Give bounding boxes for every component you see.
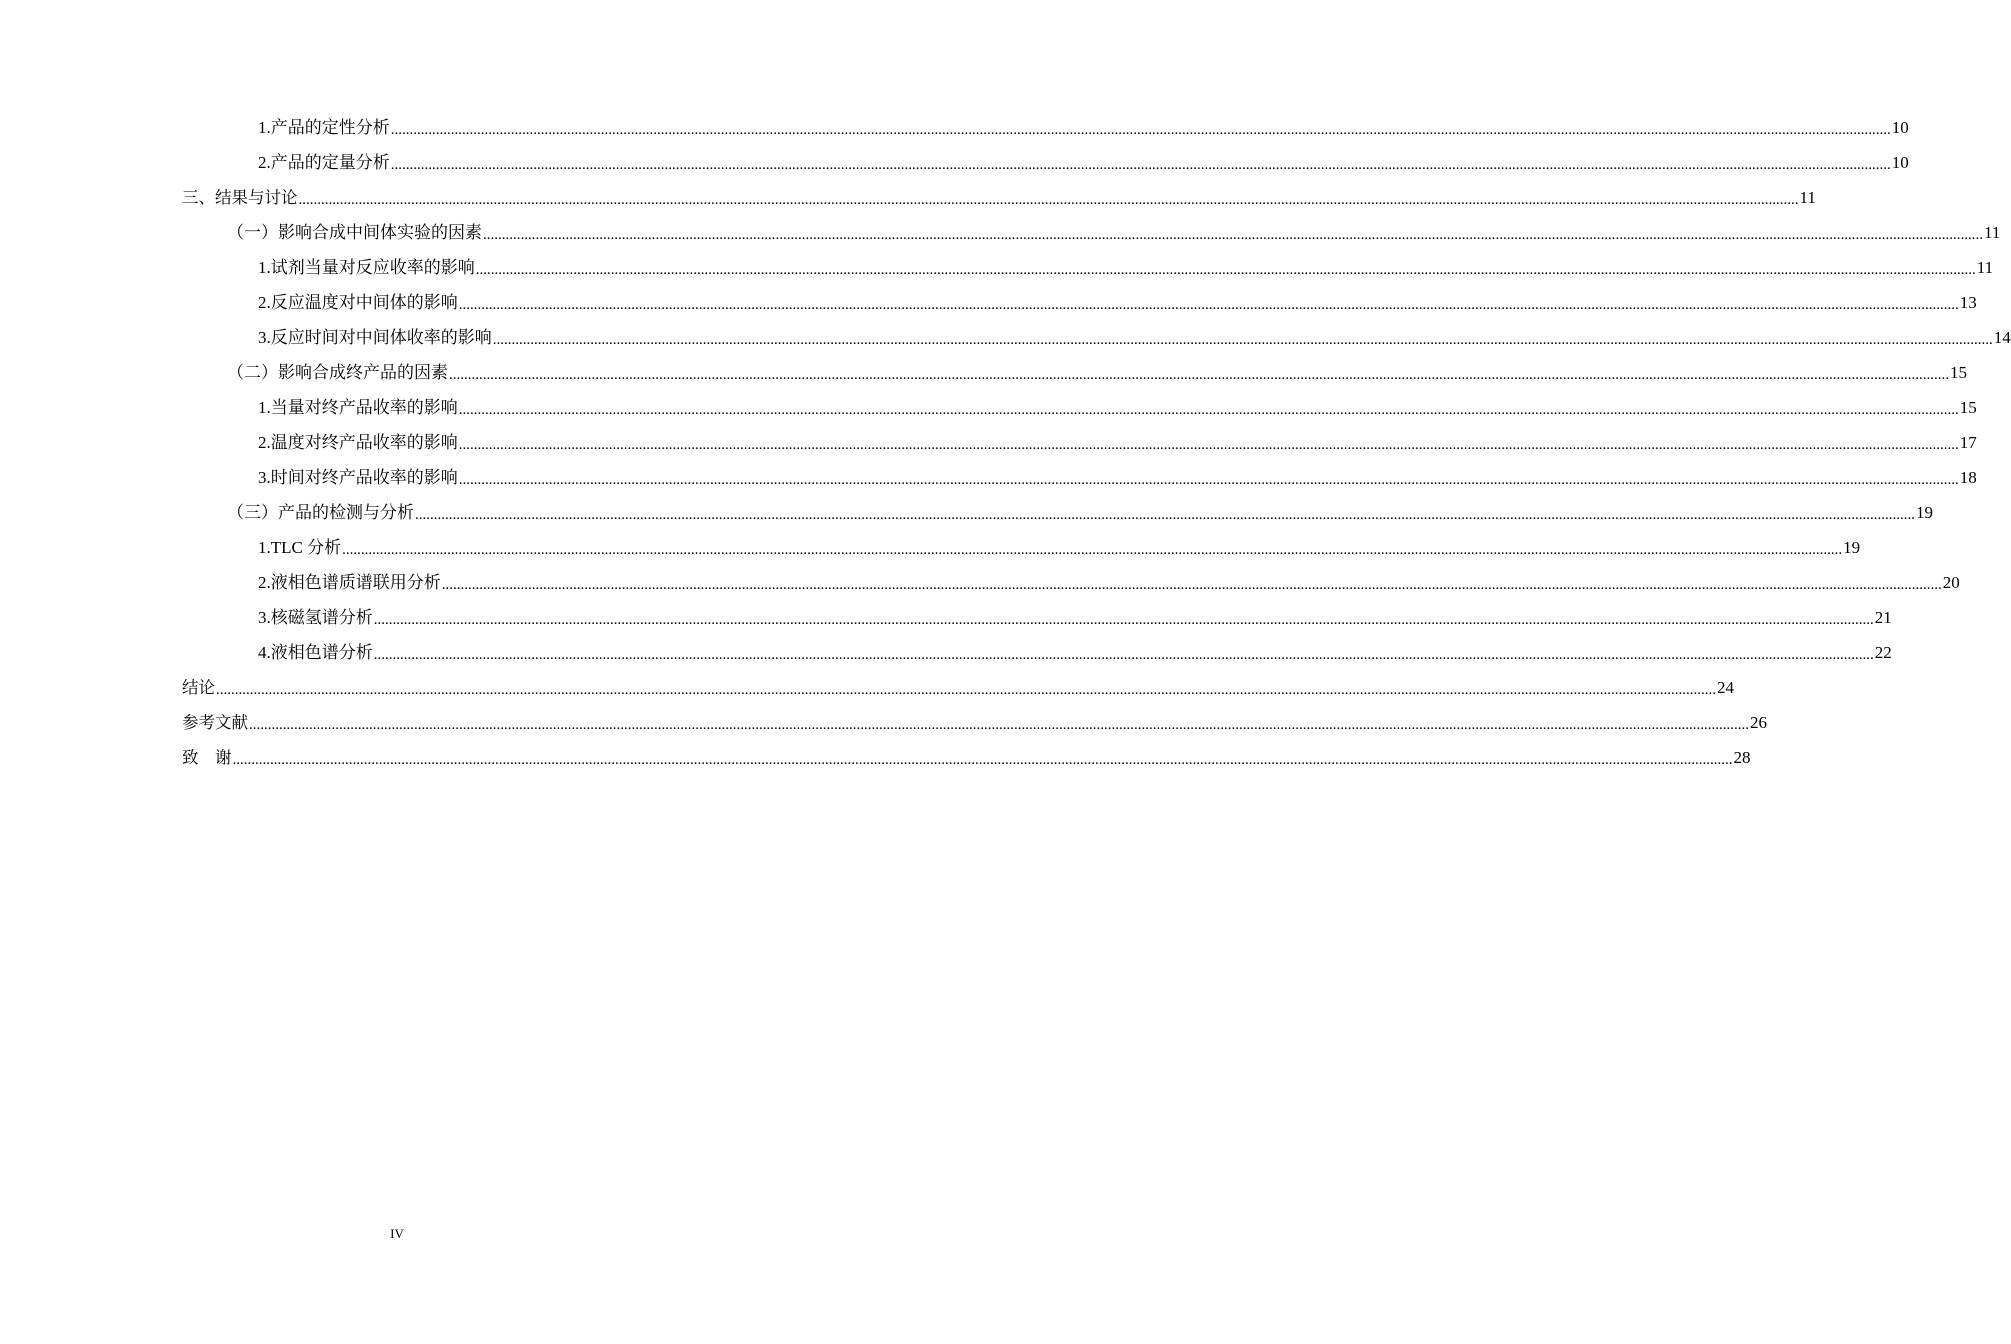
toc-entry-page: 24 (1717, 678, 1734, 697)
toc-entry[interactable] (258, 250, 1994, 285)
toc-dot-leader: ................................................................................................................................................................................................................................................................................................................................................................................................................ (342, 542, 1843, 558)
toc-entry-title: 三、结果与讨论 (182, 188, 298, 207)
toc-entry-page: 11 (1976, 258, 1994, 277)
toc-dot-leader: ................................................................................................................................................................................................................................................................................................................................................................................................................ (216, 682, 1716, 698)
toc-entry-page: 10 (1891, 118, 1909, 137)
toc-entry-page: 20 (1942, 573, 1960, 592)
toc-entry-title: 1.试剂当量对反应收率的影响 (258, 258, 475, 277)
toc-dot-leader: ................................................................................................................................................................................................................................................................................................................................................................................................................ (449, 367, 1949, 383)
toc-entry[interactable] (258, 635, 1892, 670)
toc-entry[interactable] (227, 215, 2001, 250)
toc-entry[interactable] (182, 705, 1767, 740)
toc-entry[interactable] (182, 740, 1751, 775)
toc-entry-title: 3.时间对终产品收率的影响 (258, 468, 458, 487)
toc-entry-page: 11 (1799, 188, 1816, 207)
toc-dot-leader: ................................................................................................................................................................................................................................................................................................................................................................................................................ (458, 472, 1959, 488)
toc-entry-page: 10 (1891, 153, 1909, 172)
toc-entry-page: 28 (1733, 748, 1751, 767)
table-of-contents (0, 110, 2011, 775)
toc-entry[interactable] (258, 145, 1909, 180)
toc-dot-leader: ................................................................................................................................................................................................................................................................................................................................................................................................................ (249, 717, 1749, 733)
toc-entry-page: 19 (1916, 503, 1933, 522)
toc-entry-title: 3.反应时间对中间体收率的影响 (258, 328, 492, 347)
toc-entry[interactable] (258, 110, 1909, 145)
toc-dot-leader: ................................................................................................................................................................................................................................................................................................................................................................................................................ (390, 122, 1891, 138)
toc-entry[interactable] (258, 390, 1977, 425)
toc-dot-leader: ................................................................................................................................................................................................................................................................................................................................................................................................................ (390, 157, 1891, 173)
toc-entry-title: 致 谢 (182, 748, 232, 767)
toc-entry-page: 18 (1959, 468, 1977, 487)
toc-entry-title: 2.反应温度对中间体的影响 (258, 293, 458, 312)
toc-dot-leader: ................................................................................................................................................................................................................................................................................................................................................................................................................ (492, 332, 1993, 348)
toc-entry-title: 2.液相色谱质谱联用分析 (258, 573, 441, 592)
toc-entry[interactable] (258, 530, 1861, 565)
toc-entry-title: 2.产品的定量分析 (258, 153, 390, 172)
toc-entry[interactable] (258, 320, 2011, 355)
toc-dot-leader: ................................................................................................................................................................................................................................................................................................................................................................................................................ (441, 577, 1942, 593)
toc-dot-leader: ................................................................................................................................................................................................................................................................................................................................................................................................................ (232, 752, 1733, 768)
toc-entry-title: 1.TLC 分析 (258, 538, 342, 557)
toc-dot-leader: ................................................................................................................................................................................................................................................................................................................................................................................................................ (483, 227, 1983, 243)
toc-entry-page: 17 (1959, 433, 1977, 452)
toc-entry[interactable] (258, 460, 1977, 495)
toc-entry-title: 2.温度对终产品收率的影响 (258, 433, 458, 452)
toc-entry[interactable] (227, 355, 1967, 390)
toc-dot-leader: ................................................................................................................................................................................................................................................................................................................................................................................................................ (373, 612, 1874, 628)
toc-entry[interactable] (227, 495, 1933, 530)
toc-entry-page: 11 (1984, 223, 2001, 242)
toc-entry-title: 1.产品的定性分析 (258, 118, 390, 137)
toc-dot-leader: ................................................................................................................................................................................................................................................................................................................................................................................................................ (458, 402, 1959, 418)
toc-entry[interactable] (258, 285, 1977, 320)
toc-entry[interactable] (258, 425, 1977, 460)
toc-entry-page: 13 (1959, 293, 1977, 312)
toc-dot-leader: ................................................................................................................................................................................................................................................................................................................................................................................................................ (458, 437, 1959, 453)
toc-entry-title: （一）影响合成中间体实验的因素 (227, 223, 482, 242)
toc-entry-title: （二）影响合成终产品的因素 (227, 363, 448, 382)
toc-entry-page: 19 (1843, 538, 1861, 557)
toc-dot-leader: ................................................................................................................................................................................................................................................................................................................................................................................................................ (298, 192, 1799, 208)
toc-entry-page: 15 (1959, 398, 1977, 417)
toc-entry-page: 22 (1874, 643, 1892, 662)
toc-entry[interactable] (258, 600, 1892, 635)
toc-entry[interactable] (258, 565, 1960, 600)
toc-dot-leader: ................................................................................................................................................................................................................................................................................................................................................................................................................ (475, 262, 1976, 278)
toc-entry-title: （三）产品的检测与分析 (227, 503, 414, 522)
toc-entry-page: 15 (1950, 363, 1967, 382)
toc-entry-title: 4.液相色谱分析 (258, 643, 373, 662)
toc-dot-leader: ................................................................................................................................................................................................................................................................................................................................................................................................................ (373, 647, 1874, 663)
toc-entry-title: 结论 (182, 678, 215, 697)
toc-entry-page: 21 (1874, 608, 1892, 627)
toc-entry[interactable] (182, 670, 1734, 705)
toc-entry-page: 26 (1750, 713, 1767, 732)
toc-entry-title: 1.当量对终产品收率的影响 (258, 398, 458, 417)
page-number: IV (390, 1226, 404, 1241)
toc-entry-title: 3.核磁氢谱分析 (258, 608, 373, 627)
toc-entry-title: 参考文献 (182, 713, 248, 732)
toc-entry-page: 14 (1993, 328, 2011, 347)
toc-entry[interactable] (182, 180, 1816, 215)
toc-dot-leader: ................................................................................................................................................................................................................................................................................................................................................................................................................ (458, 297, 1959, 313)
toc-dot-leader: ................................................................................................................................................................................................................................................................................................................................................................................................................ (415, 507, 1915, 523)
